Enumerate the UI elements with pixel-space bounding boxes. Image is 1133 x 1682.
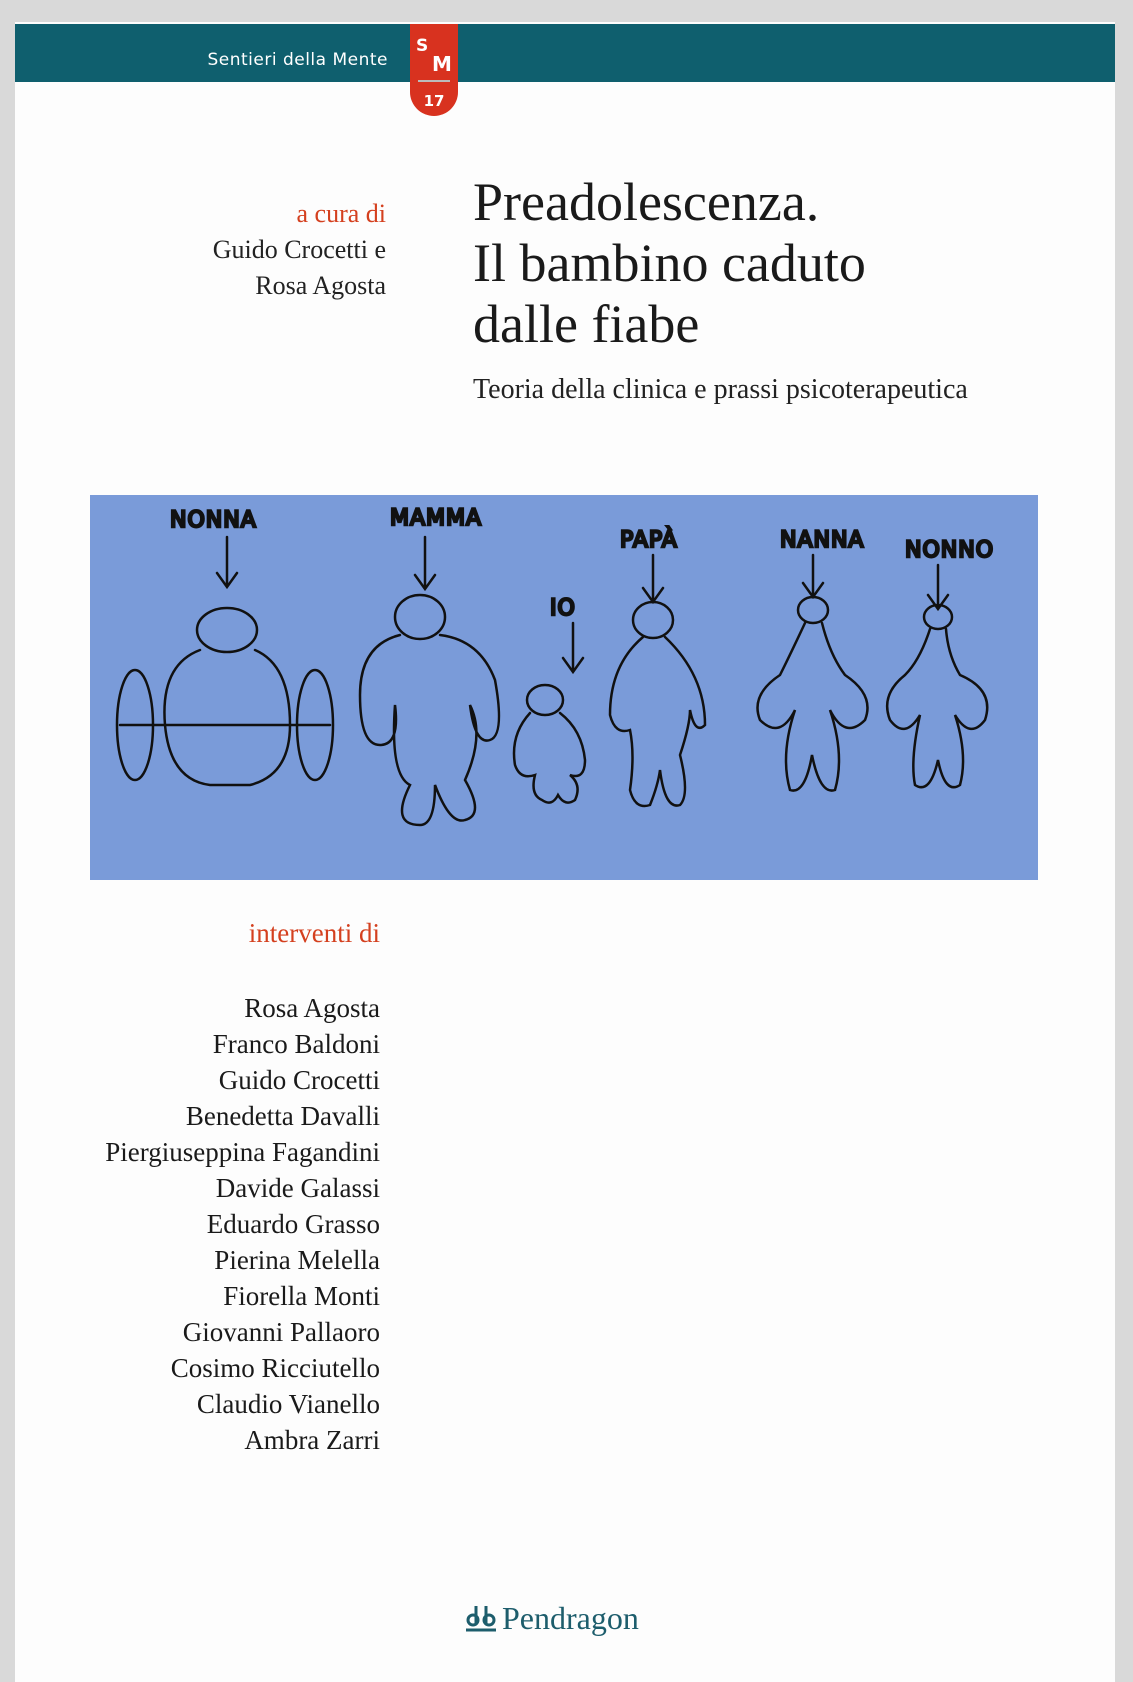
contributor-name: Eduardo Grasso — [206, 1209, 380, 1239]
drawing-label: IO — [550, 596, 576, 621]
title-line: Preadolescenza. — [473, 172, 820, 232]
child-drawing — [90, 495, 1038, 880]
contributor-name: Giovanni Pallaoro — [182, 1317, 380, 1347]
drawing-label: NONNO — [905, 538, 995, 563]
publisher-logo — [464, 1600, 639, 1637]
title-line: Il bambino caduto — [473, 233, 866, 293]
figure-papa — [610, 602, 705, 806]
figure-mamma — [360, 595, 499, 825]
series-number: 17 — [423, 92, 445, 110]
editors-line: Guido Crocetti e — [212, 235, 386, 264]
figure-nanna — [758, 597, 868, 791]
editors-label: a cura di — [296, 199, 386, 228]
figure-io — [514, 685, 585, 803]
pendragon-mark-icon — [464, 1604, 498, 1634]
series-name: Sentieri della Mente — [207, 50, 388, 70]
drawing-label: NONNA — [170, 508, 257, 533]
contributor-name: Piergiuseppina Fagandini — [105, 1137, 380, 1167]
series-logo — [410, 24, 458, 116]
drawing-label: PAPÀ — [620, 528, 678, 553]
title-line: dalle fiabe — [473, 294, 700, 354]
contributor-name: Benedetta Davalli — [185, 1101, 380, 1131]
drawing-label: NANNA — [780, 528, 865, 553]
contributor-name: Claudio Vianello — [196, 1389, 380, 1419]
logo-letter-s: S — [416, 36, 429, 56]
book-title — [473, 172, 866, 355]
editors-line: Rosa Agosta — [255, 271, 386, 300]
contributor-name: Ambra Zarri — [244, 1425, 380, 1455]
contributor-name: Fiorella Monti — [223, 1281, 380, 1311]
contributor-name: Guido Crocetti — [218, 1065, 380, 1095]
editors — [213, 196, 386, 304]
contributor-name: Franco Baldoni — [212, 1029, 380, 1059]
contributor-name: Cosimo Ricciutello — [170, 1353, 380, 1383]
logo-letter-m: M — [432, 52, 452, 76]
contributor-name: Rosa Agosta — [244, 993, 380, 1023]
figure-nonno — [887, 605, 987, 787]
contributors-label: interventi di — [248, 918, 380, 948]
drawing-label: MAMMA — [390, 506, 483, 531]
book-subtitle: Teoria della clinica e prassi psicoterapeutica — [473, 374, 968, 405]
figure-nonna — [117, 608, 333, 785]
contributor-name: Pierina Melella — [214, 1245, 380, 1275]
logo-divider — [418, 80, 450, 82]
arrows — [217, 537, 948, 672]
contributors-list — [105, 990, 380, 1458]
contributor-name: Davide Galassi — [215, 1173, 380, 1203]
publisher-name: Pendragon — [502, 1600, 639, 1636]
